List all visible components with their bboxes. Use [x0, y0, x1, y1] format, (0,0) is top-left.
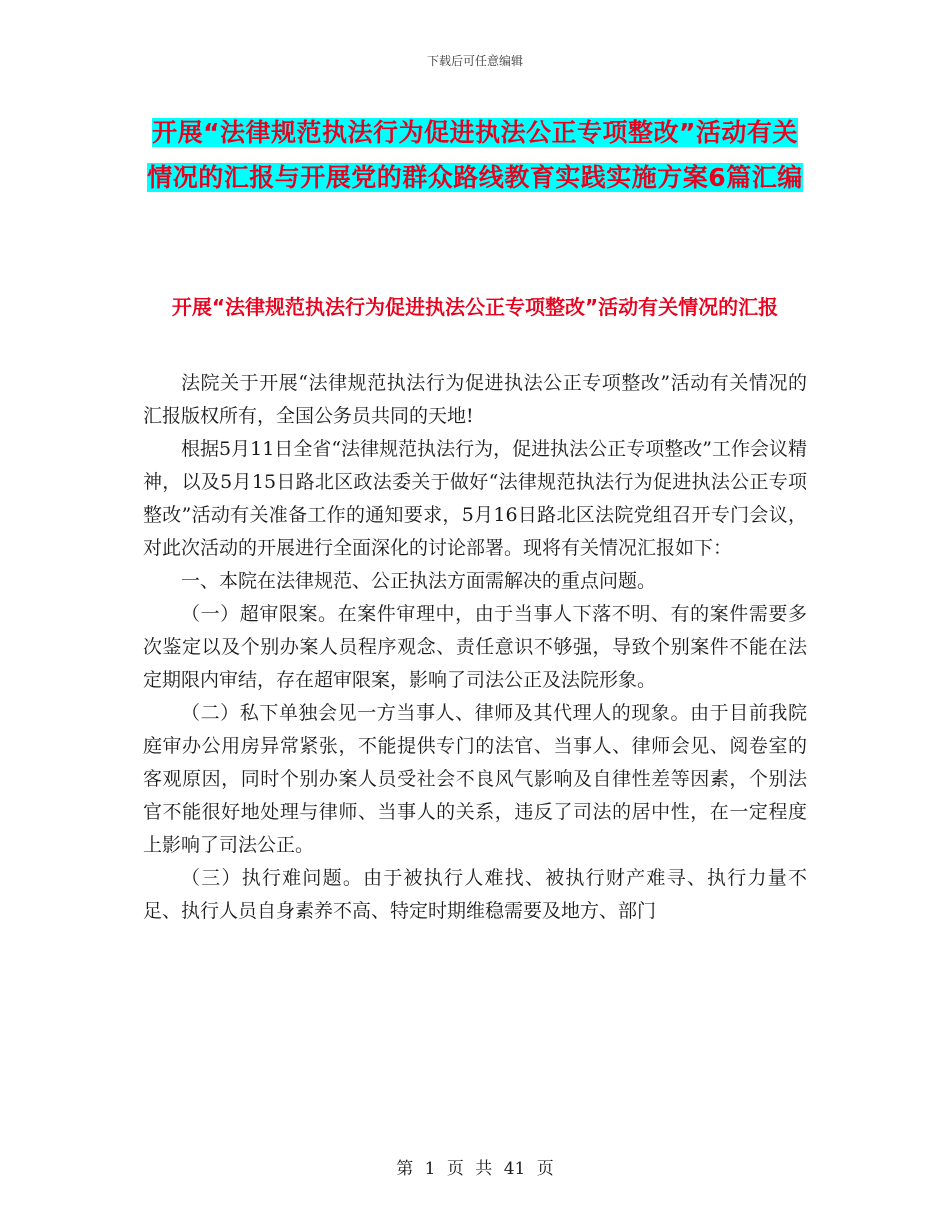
paragraph: （二）私下单独会见一方当事人、律师及其代理人的现象。由于目前我院庭审办公用房异常紧张，不能提供专门的法官、当事人、律师会见、阅卷室的客观原因，同时个别办案人员受社会不良风气影响及自律性差等因素，个别法官不能很好地处理与律师、当事人的关系，违反了司法的居中性，在一定程度上影响了司法公正。: [143, 702, 807, 856]
paragraph: 法院关于开展“法律规范执法行为促进执法公正专项整改”活动有关情况的汇报版权所有，全国公务员共同的天地!: [143, 372, 807, 427]
body-text: [143, 367, 807, 928]
paragraph: 根据5月11日全省“法律规范执法行为，促进执法公正专项整改”工作会议精神，以及5月15日路北区政法委关于做好“法律规范执法行为促进执法公正专项整改”活动有关准备工作的通知要求，5月16日路北区法院党组召开专门会议，对此次活动的开展进行全面深化的讨论部署。现将有关情况汇报如下：: [143, 438, 807, 559]
header-note: 下载后可任意编辑: [426, 54, 523, 68]
section-title: 开展“法律规范执法行为促进执法公正专项整改”活动有关情况的汇报: [171, 295, 779, 319]
paragraph: （一）超审限案。在案件审理中，由于当事人下落不明、有的案件需要多次鉴定以及个别办案人员程序观念、责任意识不够强，导致个别案件不能在法定期限内审结，存在超审限案，影响了司法公正及法院形象。: [143, 603, 807, 691]
document-title: [140, 110, 810, 200]
page-number: 第 1 页 共 41 页: [396, 1159, 554, 1179]
paragraph: （三）执行难问题。由于被执行人难找、被执行财产难寻、执行力量不足、执行人员自身素养不高、特定时期维稳需要及地方、部门: [143, 867, 807, 922]
document-title-text: 开展“法律规范执法行为促进执法公正专项整改”活动有关情况的汇报与开展党的群众路线教育实践实施方案6篇汇编: [147, 118, 803, 192]
paragraph: 一、本院在法律规范、公正执法方面需解决的重点问题。: [181, 570, 657, 592]
